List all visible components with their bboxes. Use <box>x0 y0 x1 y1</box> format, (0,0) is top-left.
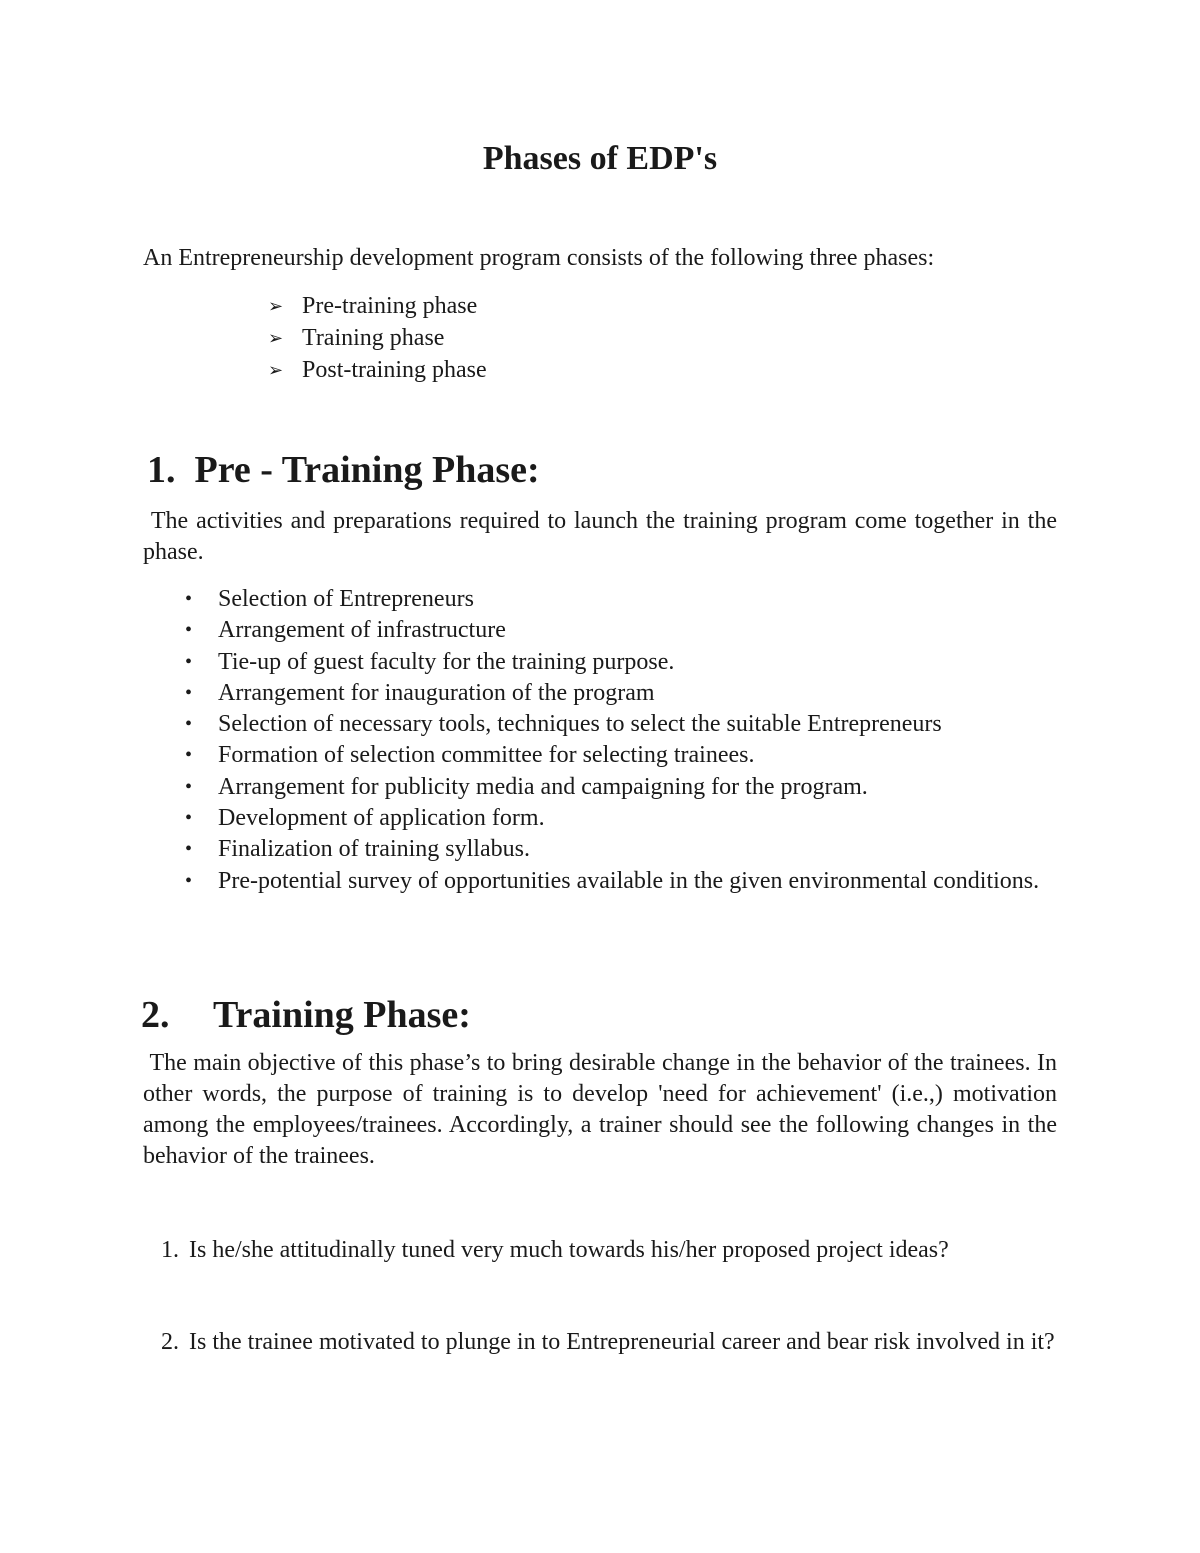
bullet-dot-icon: • <box>185 619 193 642</box>
arrow-bullet-icon: ➢ <box>268 296 284 316</box>
section-1-heading: 1. Pre - Training Phase: <box>147 449 540 491</box>
list-item: • Development of application form. <box>218 803 1058 834</box>
section-1-bullet-list <box>185 584 1058 897</box>
section-2-title: Training Phase: <box>213 994 471 1036</box>
list-item: ➢ Training phase <box>268 322 487 354</box>
bullet-dot-icon: • <box>185 838 193 861</box>
question-text: Is the trainee motivated to plunge in to Entrepreneurial career and bear risk involved in it? <box>189 1329 1055 1355</box>
bullet-dot-icon: • <box>185 744 193 767</box>
intro-text: An Entrepreneurship development program consists of the following three phases: <box>143 245 935 271</box>
bullet-dot-icon: • <box>185 681 193 704</box>
list-item: • Arrangement for inauguration of the program <box>218 678 1058 709</box>
list-item: • Finalization of training syllabus. <box>218 834 1058 865</box>
bullet-dot-icon: • <box>185 869 193 892</box>
section-2-paragraph: The main objective of this phase’s to bring desirable change in the behavior of the trainees. In other words, the purpose of training is to develop 'need for achievement' (i.e.,) motivation among the employees/trainees. Accordingly, a trainer should see the following changes in the behavior of the trainees. <box>143 1050 1058 1169</box>
arrow-bullet-icon: ➢ <box>268 328 284 348</box>
list-item: • Tie-up of guest faculty for the training purpose. <box>218 647 1058 678</box>
bullet-dot-icon: • <box>185 713 193 736</box>
question-1 <box>161 1235 1061 1266</box>
list-item: • Selection of Entrepreneurs <box>218 584 1058 615</box>
bullet-dot-icon: • <box>185 650 193 673</box>
arrow-bullet-icon: ➢ <box>268 360 284 380</box>
bullet-dot-icon: • <box>185 775 193 798</box>
page-title: Phases of EDP's <box>482 140 718 177</box>
list-item: • Formation of selection committee for selecting trainees. <box>218 740 1058 771</box>
section-2-number: 2. <box>141 994 170 1036</box>
bullet-dot-icon: • <box>185 588 193 610</box>
list-item: • Arrangement for publicity media and campaigning for the program. <box>218 772 1058 803</box>
section-1-paragraph: The activities and preparations required to launch the training program come together in the phase. <box>143 508 1058 565</box>
phases-overview-list <box>268 290 487 386</box>
list-item: ➢ Pre-training phase <box>268 290 487 322</box>
bullet-dot-icon: • <box>185 807 193 830</box>
list-item: • Arrangement of infrastructure <box>218 615 1058 646</box>
list-item: ➢ Post-training phase <box>268 354 487 386</box>
question-number: 1. <box>161 1237 179 1263</box>
question-2 <box>161 1327 1058 1358</box>
list-item: • Pre-potential survey of opportunities available in the given environmental conditions. <box>218 866 1058 897</box>
question-text: Is he/she attitudinally tuned very much towards his/her proposed project ideas? <box>189 1237 949 1263</box>
question-number: 2. <box>161 1329 179 1355</box>
list-item: • Selection of necessary tools, techniques to select the suitable Entrepreneurs <box>218 709 1058 740</box>
section-2-heading <box>141 993 471 1037</box>
